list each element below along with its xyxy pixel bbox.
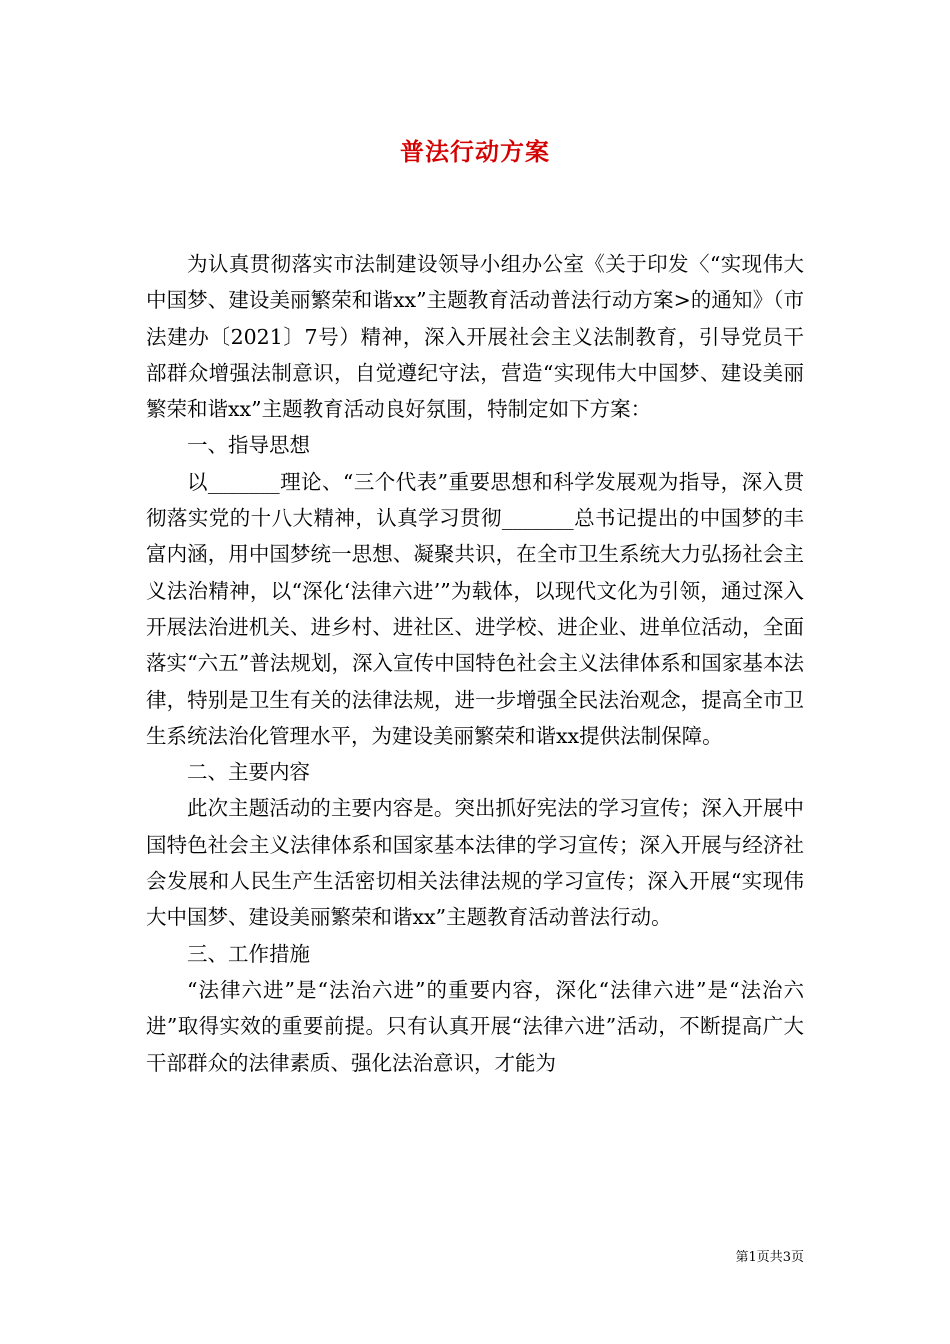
document-title: 普法行动方案 — [400, 137, 550, 166]
section-heading-guiding-ideology: 一、指导思想 — [187, 433, 310, 458]
section-heading-work-measures: 三、工作措施 — [187, 941, 310, 966]
section-heading-main-content: 二、主要内容 — [187, 760, 310, 785]
guiding-ideology-paragraph: 以_______理论、“三个代表”重要思想和科学发展观为指导，深入贯彻落实党的十八大精神，认真学习贯彻_______总书记提出的中国梦的丰富内涵，用中国梦统一思想、凝聚共识，在全市卫生系统大力弘扬社会主义法治精神，以“深化‘法律六进’”为载体，以现代文化为引领，通过深入开展法治进机关、进乡村、进社区、进学校、进企业、进单位活动，全面落实“六五”普法规划，深入宣传中国特色社会主义法律体系和国家基本法律，特别是卫生有关的法律法规，进一步增强全民法治观念，提高全市卫生系统法治化管理水平，为建设美丽繁荣和谐xx提供法制保障。 — [146, 469, 804, 748]
intro-paragraph: 为认真贯彻落实市法制建设领导小组办公室《关于印发〈“实现伟大中国梦、建设美丽繁荣和谐xx”主题教育活动普法行动方案>的通知》（市法建办〔2021〕7号）精神，深入开展社会主义法制教育，引导党员干部群众增强法制意识，自觉遵纪守法，营造“实现伟大中国梦、建设美丽繁荣和谐xx”主题教育活动良好氛围，特制定如下方案： — [146, 252, 804, 422]
page-number-footer: 第1页共3页 — [735, 1250, 804, 1265]
document-body — [146, 246, 804, 1081]
work-measures-paragraph: “法律六进”是“法治六进”的重要内容，深化“法律六进”是“法治六进”取得实效的重要前提。只有认真开展“法律六进”活动，不断提高广大干部群众的法律素质、强化法治意识，才能为 — [146, 977, 804, 1075]
main-content-paragraph: 此次主题活动的主要内容是。突出抓好宪法的学习宣传；深入开展中国特色社会主义法律体系和国家基本法律的学习宣传；深入开展与经济社会发展和人民生产生活密切相关法律法规的学习宣传；深入开展“实现伟大中国梦、建设美丽繁荣和谐xx”主题教育活动普法行动。 — [146, 796, 804, 930]
